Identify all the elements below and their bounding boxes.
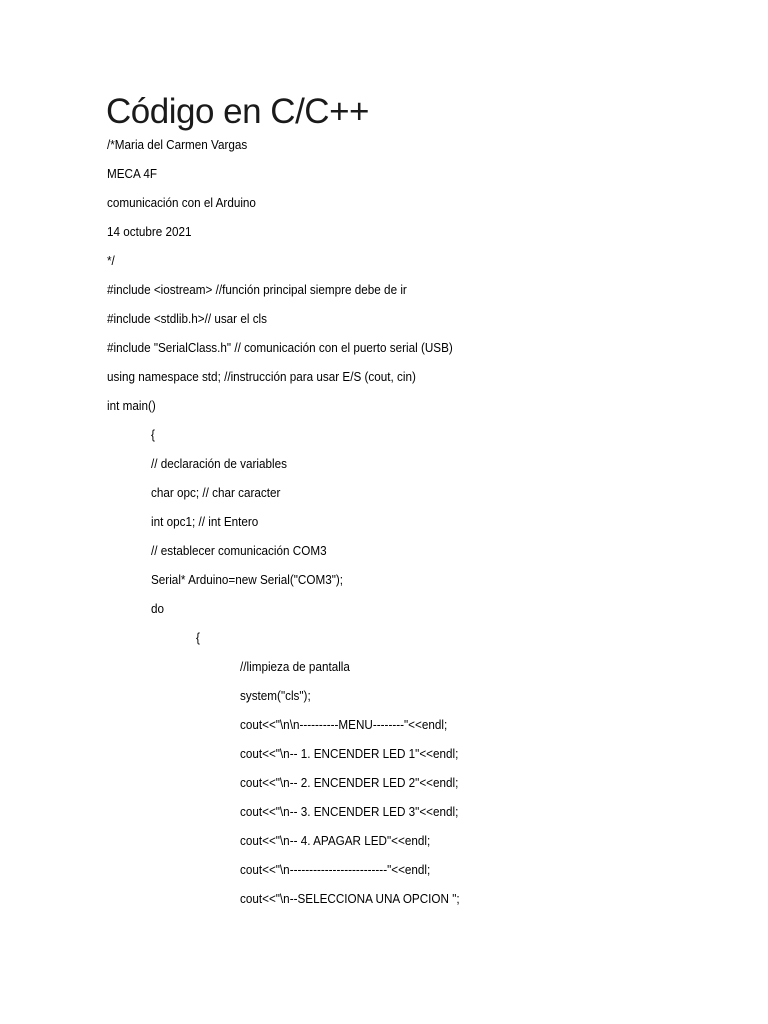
code-line-int-opc1: int opc1; // int Entero — [151, 514, 259, 529]
code-line-com3-comment: // establecer comunicación COM3 — [151, 543, 327, 558]
document-title: Código en C/C++ — [106, 92, 369, 131]
code-line-system-cls: system("cls"); — [240, 688, 311, 703]
code-line-date: 14 octubre 2021 — [107, 224, 192, 239]
code-line-cout-led1: cout<<"\n-- 1. ENCENDER LED 1"<<endl; — [240, 746, 459, 761]
code-line-include-stdlib: #include <stdlib.h>// usar el cls — [107, 311, 268, 326]
code-line-main-open-brace: { — [151, 427, 155, 442]
code-line-declare-comment: // declaración de variables — [151, 456, 287, 471]
code-line-cout-apagar: cout<<"\n-- 4. APAGAR LED"<<endl; — [240, 833, 431, 848]
code-line-include-serialclass: #include "SerialClass.h" // comunicación con el puerto serial (USB) — [107, 340, 453, 355]
code-line-char-opc: char opc; // char caracter — [151, 485, 281, 500]
code-line-comment-end: */ — [107, 253, 115, 268]
code-line-serial-new: Serial* Arduino=new Serial("COM3"); — [151, 572, 344, 587]
code-line-cout-separator: cout<<"\n-------------------------"<<endl; — [240, 862, 431, 877]
code-line-main: int main() — [107, 398, 156, 413]
code-line-group: MECA 4F — [107, 166, 158, 181]
code-line-cout-led2: cout<<"\n-- 2. ENCENDER LED 2"<<endl; — [240, 775, 459, 790]
code-line-author: /*Maria del Carmen Vargas — [107, 137, 248, 152]
code-line-cout-selecciona: cout<<"\n--SELECCIONA UNA OPCION "; — [240, 891, 460, 906]
code-line-cout-menu: cout<<"\n\n----------MENU--------"<<endl; — [240, 717, 448, 732]
code-line-do: do — [151, 601, 165, 616]
code-line-clear-comment: //limpieza de pantalla — [240, 659, 350, 674]
code-line-cout-led3: cout<<"\n-- 3. ENCENDER LED 3"<<endl; — [240, 804, 459, 819]
code-line-do-open-brace: { — [196, 630, 200, 645]
code-line-include-iostream: #include <iostream> //función principal siempre debe de ir — [107, 282, 407, 297]
code-line-using-namespace: using namespace std; //instrucción para usar E/S (cout, cin) — [107, 369, 416, 384]
code-line-topic: comunicación con el Arduino — [107, 195, 256, 210]
